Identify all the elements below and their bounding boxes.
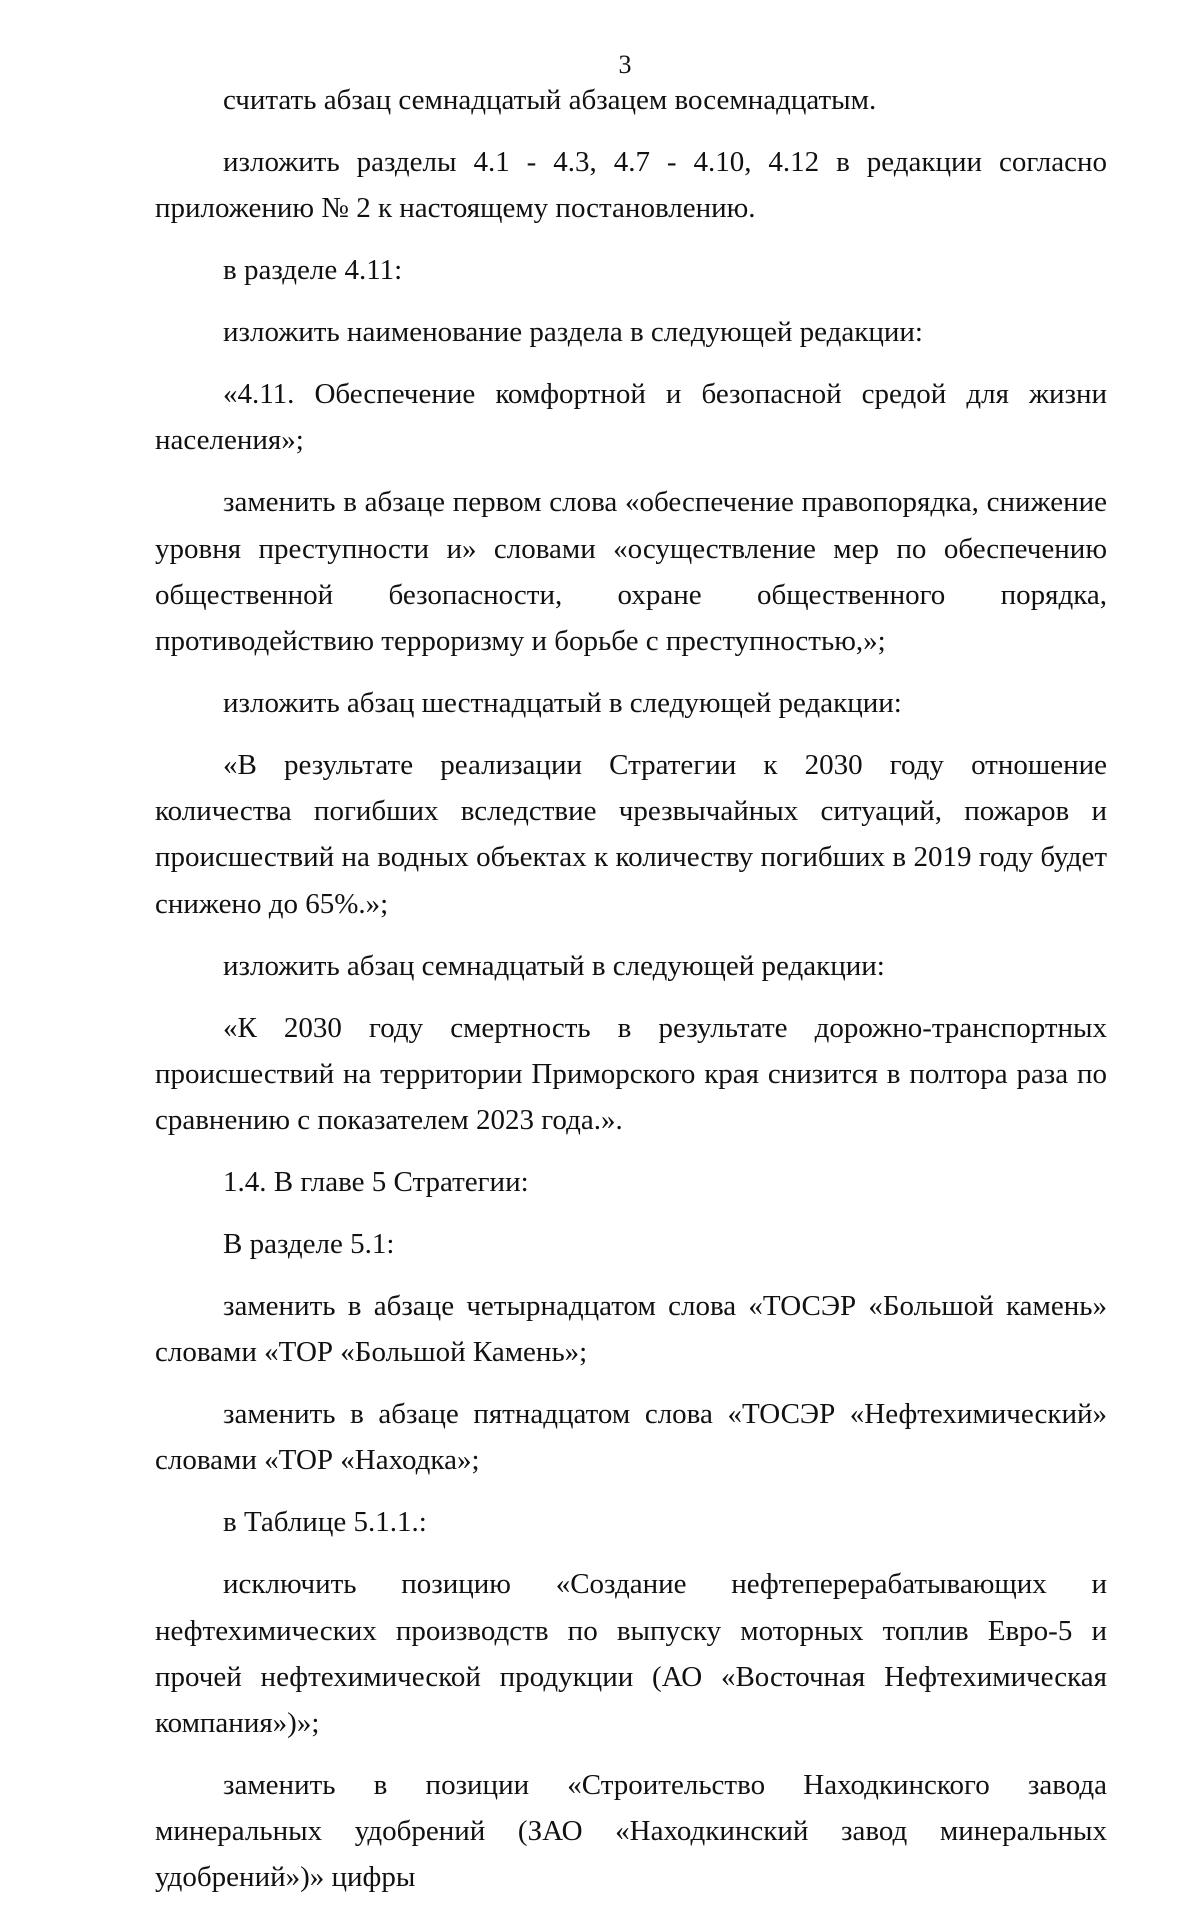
paragraph: изложить абзац шестнадцатый в следующей редакции: xyxy=(223,687,902,720)
paragraph: «4.11. Обеспечение комфортной и безопасной средой для жизни населения»; xyxy=(155,378,1107,457)
paragraph: в Таблице 5.1.1.: xyxy=(223,1506,427,1539)
paragraph: изложить наименование раздела в следующей редакции: xyxy=(223,316,923,349)
paragraph: изложить разделы 4.1 - 4.3, 4.7 - 4.10, 4.12 в редакции согласно приложению № 2 к настоящему постановлению. xyxy=(155,146,1107,225)
paragraph: заменить в позиции «Строительство Находкинского завода минеральных удобрений (ЗАО «Находкинский завод минеральных удобрений»)» цифры xyxy=(155,1769,1107,1894)
document-body xyxy=(155,77,1107,1916)
page-number: 3 xyxy=(618,50,632,79)
paragraph: в разделе 4.11: xyxy=(223,254,403,287)
paragraph: «К 2030 году смертность в результате дорожно-транспортных происшествий на территории Приморского края снизится в полтора раза по сравнению с показателем 2023 года.». xyxy=(155,1011,1107,1137)
paragraph: заменить в абзаце четырнадцатом слова «ТОСЭР «Большой камень» словами «ТОР «Большой Камень»; xyxy=(155,1290,1107,1369)
paragraph: В разделе 5.1: xyxy=(223,1228,395,1261)
paragraph: заменить в абзаце первом слова «обеспечение правопорядка, снижение уровня преступности и» словами «осуществление мер по обеспечению общественной безопасности, охране общественного порядка, противодействию терроризму и борьбе с преступностью,»; xyxy=(155,486,1107,658)
paragraph: 1.4. В главе 5 Стратегии: xyxy=(223,1166,529,1199)
paragraph: заменить в абзаце пятнадцатом слова «ТОСЭР «Нефтехимический» словами «ТОР «Находка»; xyxy=(155,1398,1107,1477)
paragraph: считать абзац семнадцатый абзацем восемнадцатым. xyxy=(223,84,877,116)
paragraph: исключить позицию «Создание нефтеперерабатывающих и нефтехимических производств по выпуску моторных топлив Евро-5 и прочей нефтехимической продукции (АО «Восточная Нефтехимическая компания»)»; xyxy=(155,1568,1107,1740)
paragraph: «В результате реализации Стратегии к 2030 году отношение количества погибших вследствие чрезвычайных ситуаций, пожаров и происшествий на водных объектах к количеству погибших в 2019 году будет снижено до 65%.»; xyxy=(155,749,1107,920)
paragraph: изложить абзац семнадцатый в следующей редакции: xyxy=(223,949,885,982)
